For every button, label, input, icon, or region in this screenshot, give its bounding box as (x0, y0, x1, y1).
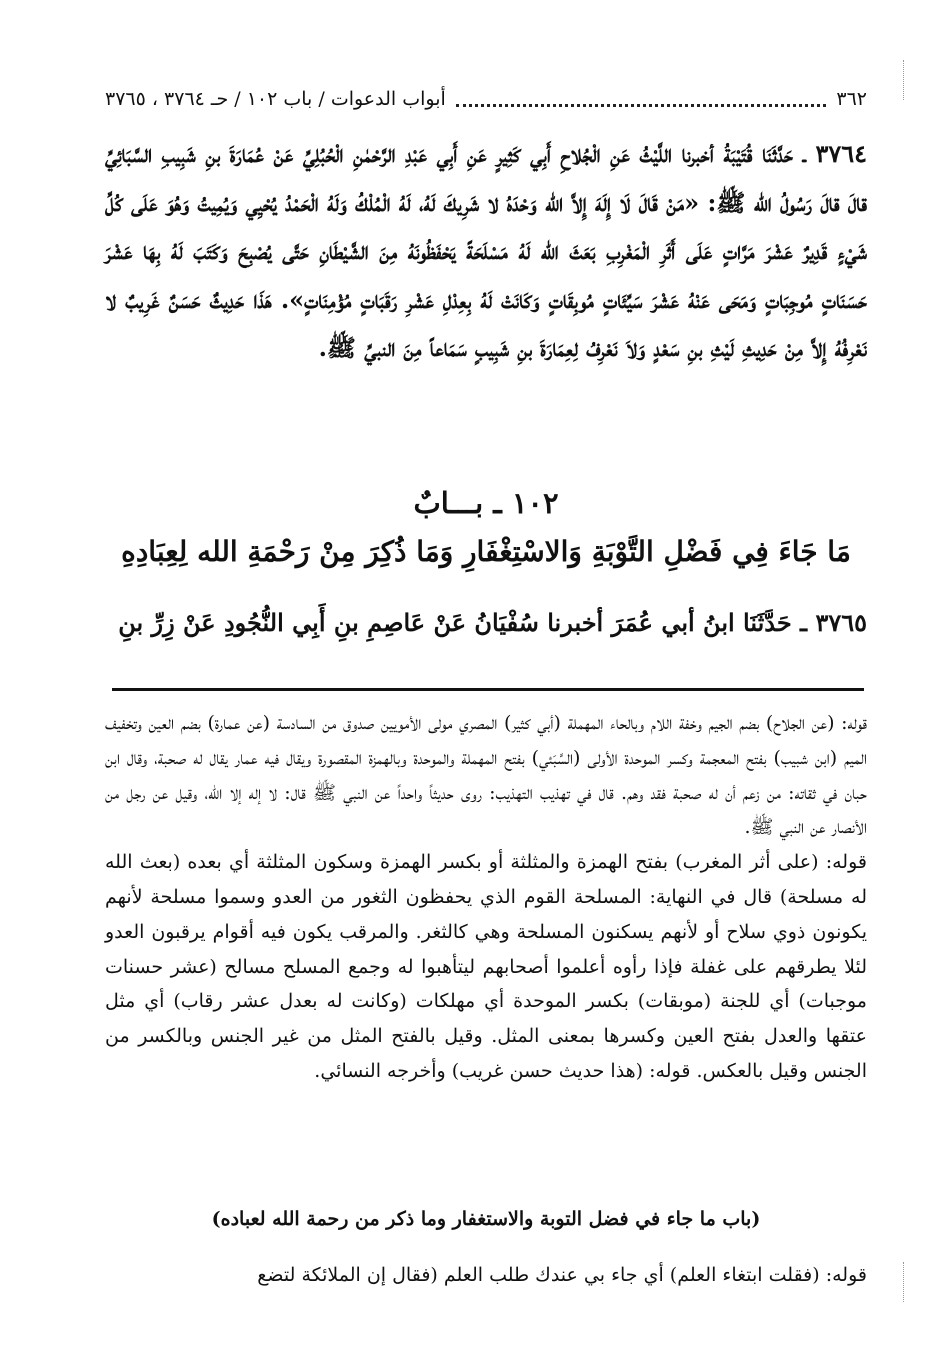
chapter-title: مَا جَاءَ فِي فَضْلِ التَّوْبَةِ وَالاسْتِغْفَارِ وَمَا ذُكِرَ مِنْ رَحْمَةِ الله لِعِبَادِهِ (121, 535, 851, 568)
hadith-text: حَدَّثَنَا ابنُ أبي عُمَرَ أخبرنا سُفْيَانُ عَنْ عَاصِمِ بنِ أَبِي النُّجُودِ عَنْ زِرِّ بنِ (118, 608, 792, 637)
hadith-text: حَدَّثَنَا قُتَيْبَةُ أخبرنا اللَّيْثُ عَنِ الْجُلاحِ أَبِي كَثِيرٍ عَنِ أَبِي عَبْدِ الرَّحْمٰنِ الْحُبُلِيِّ عَنْ عُمَارَةَ بنِ شَبِيبِ السَّبَائِيِّ قالَ قالَ رَسُولُ الله ﷺ: «مَنْ قَالَ لَا إِلَهَ إِلاَّ الله وَحْدَهُ لا شَرِيكَ لَهُ، لَهُ الْمُلْكُ وَلَهُ الْحَمْدُ يُحْيِي وَيُمِيتُ وَهُوَ عَلَى كُلِّ شَيْءٍ قَدِيرٌ عَشْرَ مَرَّاتٍ عَلَى أَثَرِ الْمَغْرِبِ بَعَثَ الله لَهُ مَسْلَحَةً يَحْفَظُونَهُ مِنَ الشَّيْطَانِ حَتَّى يُصْبِحَ وَكَتَبَ لَهُ بِهَا عَشْرَ حَسَنَاتٍ مُوجِبَاتٍ وَمَحَى عَنْهُ عَشْرَ سَيِّئَاتٍ مُوبِقَاتٍ وَكَانَتْ لَهُ بِعِدْلِ عَشْرِ رَقَبَاتٍ مُؤْمِنَاتٍ». هَذَا حَدِيثٌ حَسَنٌ غَرِيبٌ لا نَعْرِفُهُ إِلاَّ مِنْ حَدِيثِ لَيْثِ بنِ سَعْدٍ وَلاَ نَعْرِفُ لِعِمَارَةَ بنِ شَبِيبٍ سَمَاعاً مِنَ النبيِّ ﷺ. (105, 139, 868, 362)
commentary-block (105, 706, 867, 1089)
page-number: ٣٦٢ (836, 88, 867, 110)
commentary-paragraph: قوله: (على أثر المغرب) بفتح الهمزة والمثلثة أو بكسر الهمزة وسكون المثلثة أي بعده (بعث الله له مسلحة) قال في النهاية: المسلحة القوم الذي يحفظون الثغور من العدو وسموا مسلحة لأنهم يكونون ذوي سلاح أو لأنهم يسكنون المسلحة وهي كالثغر. والمرقب يكون فيه أقوام يرقبون العدو لئلا يطرقهم على غفلة فإذا رأوه أعلموا أصحابهم ليتأهبوا له وجمع المسلح مسالح (عشر حسنات موجبات) أي للجنة (موبقات) بكسر الموحدة أي مهلكات (وكانت له بعدل عشر رقاب) أي مثل عتقها والعدل بفتح العين وكسرها بمعنى المثل. وقيل بالفتح المثل من غير الجنس وبالكسر من الجنس وقيل بالعكس. قوله: (هذا حديث حسن غريب) وأخرجه النسائي. (105, 851, 867, 1082)
running-header (105, 82, 867, 116)
hadith-3765 (105, 600, 867, 646)
chapter-number: ١٠٢ ـ بـــابٌ (413, 486, 559, 520)
footnote-separator (112, 688, 864, 691)
commentary-last-line: قوله: (فقلت ابتغاء العلم) أي جاء بي عندك طلب العلم (فقال إن الملائكة لتضع (257, 1264, 867, 1286)
hadith-3764 (105, 130, 867, 373)
margin-mark (903, 60, 904, 100)
commentary-chapter-heading: (باب ما جاء في فضل التوبة والاستغفار وما ذكر من رحمة الله لعباده) (211, 1208, 761, 1230)
hadith-number: ٣٧٦٥ ـ (800, 608, 867, 637)
header-dot-leader (456, 92, 827, 107)
hadith-number: ٣٧٦٤ ـ (802, 139, 867, 168)
running-title: أبواب الدعوات / باب ١٠٢ / حـ ٣٧٦٤ ، ٣٧٦٥ (105, 88, 446, 110)
margin-mark (903, 1262, 904, 1302)
commentary-paragraph: قوله: (عن الجلاح) بضم الجيم وخفة اللام وبالحاء المهملة (أبي كثير) المصري مولى الأمويين صدوق من السادسة (عن عمارة) بضم العين وتخفيف الميم (ابن شبيب) بفتح المعجمة وكسر الموحدة الأولى (السَّبَئي) بفتح المهملة والموحدة وبالهمزة المقصورة ويقال فيه عمار يقال له صحبة، وقال ابن حبان في ثقاته: من زعم أن له صحبة فقد وهم. قال في تهذيب التهذيب: روى حديثاً واحداً عن النبي ﷺ قال: لا إله إلا الله، وقيل عن رجل من الأنصار عن النبي ﷺ. (105, 712, 868, 839)
